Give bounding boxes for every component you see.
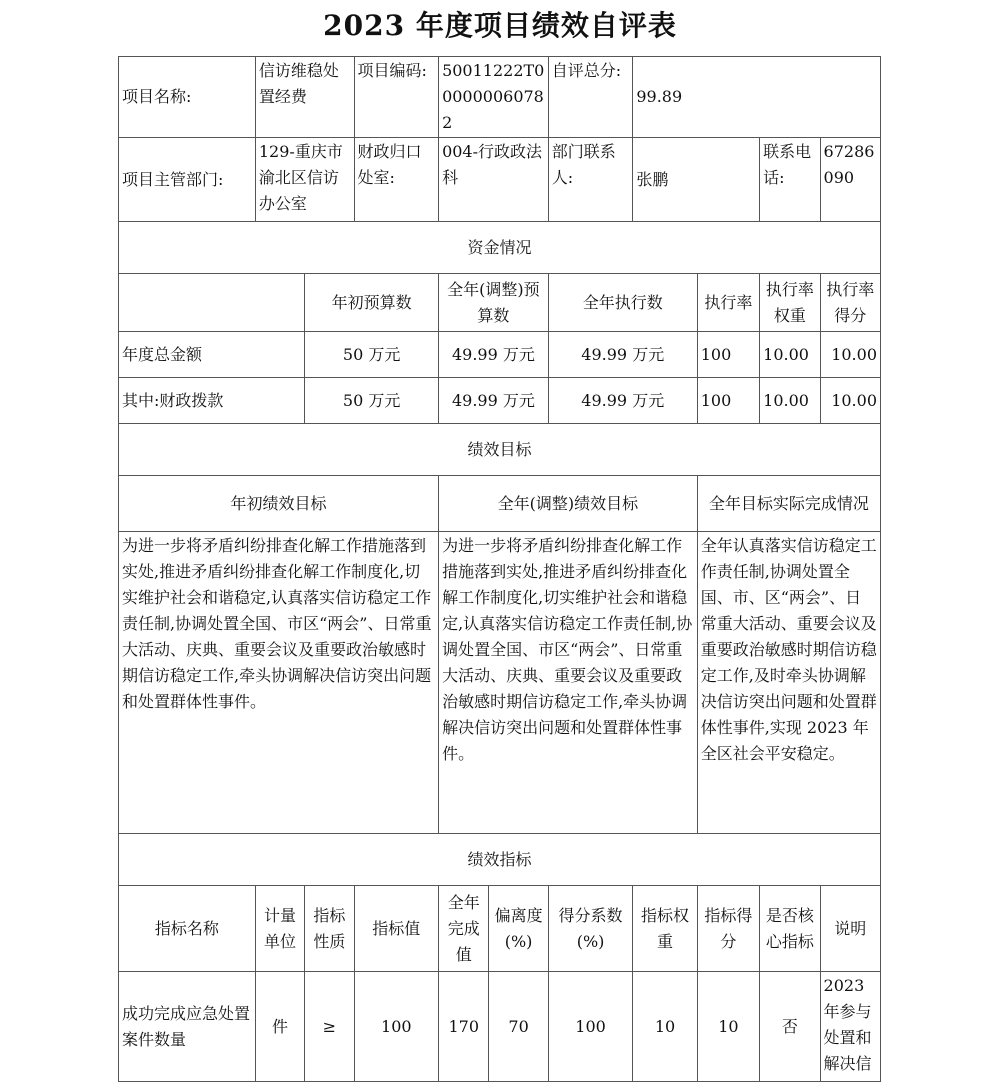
phone-value: 67286090	[820, 138, 880, 222]
funds-row-executed: 49.99 万元	[548, 378, 697, 424]
funds-row-score: 10.00	[820, 378, 880, 424]
ind-row-core: 否	[760, 972, 820, 1082]
funds-row-adjusted: 49.99 万元	[439, 332, 549, 378]
ind-header-actual: 全年完成值	[439, 886, 489, 972]
finance-office-value: 004-行政政法科	[439, 138, 549, 222]
goals-actual-text: 全年认真落实信访稳定工作责任制,协调处置全国、市、区“两会”、日常重大活动、重要会议及重要政治敏感时期信访稳定工作,及时牵头协调解决信访突出问题和处置群体性事件,实现 2023 年全区社会平安稳定。	[697, 532, 880, 834]
project-code-label: 项目编码:	[354, 57, 439, 138]
funds-row-weight: 10.00	[760, 378, 820, 424]
funds-row-score: 10.00	[820, 332, 880, 378]
ind-header-note: 说明	[820, 886, 880, 972]
ind-header-target: 指标值	[354, 886, 439, 972]
funds-header-adjusted: 全年(调整)预算数	[439, 274, 549, 332]
ind-header-unit: 计量单位	[255, 886, 304, 972]
funds-row-adjusted: 49.99 万元	[439, 378, 549, 424]
contact-label: 部门联系人:	[548, 138, 633, 222]
funds-section-title: 资金情况	[119, 222, 881, 274]
ind-header-deviation: 偏离度(%)	[489, 886, 548, 972]
ind-header-core: 是否核心指标	[760, 886, 820, 972]
funds-row-executed: 49.99 万元	[548, 332, 697, 378]
goals-header-adjusted: 全年(调整)绩效目标	[439, 476, 698, 532]
contact-value: 张鹏	[633, 138, 760, 222]
ind-row-unit: 件	[255, 972, 304, 1082]
dept-label: 项目主管部门:	[119, 138, 256, 222]
ind-row-weight: 10	[633, 972, 697, 1082]
dept-value: 129-重庆市渝北区信访办公室	[255, 138, 354, 222]
funds-row-weight: 10.00	[760, 332, 820, 378]
funds-row-initial: 50 万元	[305, 378, 439, 424]
funds-row-initial: 50 万元	[305, 332, 439, 378]
funds-row-rate: 100	[697, 378, 759, 424]
funds-header-initial: 年初预算数	[305, 274, 439, 332]
funds-row-label: 其中:财政拨款	[119, 378, 305, 424]
ind-header-name: 指标名称	[119, 886, 256, 972]
ind-row-name: 成功完成应急处置案件数量	[119, 972, 256, 1082]
ind-row-nature: ≥	[305, 972, 354, 1082]
self-score-value: 99.89	[633, 57, 881, 138]
indicators-section-title: 绩效指标	[119, 834, 881, 886]
performance-table	[118, 56, 881, 1082]
ind-header-nature: 指标性质	[305, 886, 354, 972]
ind-row-coef: 100	[548, 972, 633, 1082]
project-name-label: 项目名称:	[119, 57, 256, 138]
project-name-value: 信访维稳处置经费	[255, 57, 354, 138]
project-code-value: 50011222T000000060782	[439, 57, 549, 138]
ind-row-score: 10	[697, 972, 759, 1082]
funds-header-blank	[119, 274, 305, 332]
funds-header-weight: 执行率权重	[760, 274, 820, 332]
phone-label: 联系电话:	[760, 138, 820, 222]
goals-initial-text: 为进一步将矛盾纠纷排查化解工作措施落到实处,推进矛盾纠纷排查化解工作制度化,切实维护社会和谐稳定,认真落实信访稳定工作责任制,协调处置全国、市区“两会”、日常重大活动、庆典、重要会议及重要政治敏感时期信访稳定工作,牵头协调解决信访突出问题和处置群体性事件。	[119, 532, 439, 834]
funds-header-score: 执行率得分	[820, 274, 880, 332]
goals-header-initial: 年初绩效目标	[119, 476, 439, 532]
ind-row-target: 100	[354, 972, 439, 1082]
goals-adjusted-text: 为进一步将矛盾纠纷排查化解工作措施落到实处,推进矛盾纠纷排查化解工作制度化,切实维护社会和谐稳定,认真落实信访稳定工作责任制,协调处置全国、市区“两会”、日常重大活动、庆典、重要会议及重要政治敏感时期信访稳定工作,牵头协调解决信访突出问题和处置群体性事件。	[439, 532, 698, 834]
ind-row-note: 2023年参与处置和解决信	[820, 972, 880, 1082]
ind-header-weight: 指标权重	[633, 886, 697, 972]
funds-header-executed: 全年执行数	[548, 274, 697, 332]
goals-section-title: 绩效目标	[119, 424, 881, 476]
ind-row-deviation: 70	[489, 972, 548, 1082]
ind-row-actual: 170	[439, 972, 489, 1082]
ind-header-coef: 得分系数(%)	[548, 886, 633, 972]
funds-row-rate: 100	[697, 332, 759, 378]
goals-header-actual: 全年目标实际完成情况	[697, 476, 880, 532]
finance-office-label: 财政归口处室:	[354, 138, 439, 222]
page-title: 2023 年度项目绩效自评表	[323, 9, 677, 42]
funds-header-rate: 执行率	[697, 274, 759, 332]
funds-row-label: 年度总金额	[119, 332, 305, 378]
ind-header-score: 指标得分	[697, 886, 759, 972]
self-score-label: 自评总分:	[548, 57, 633, 138]
